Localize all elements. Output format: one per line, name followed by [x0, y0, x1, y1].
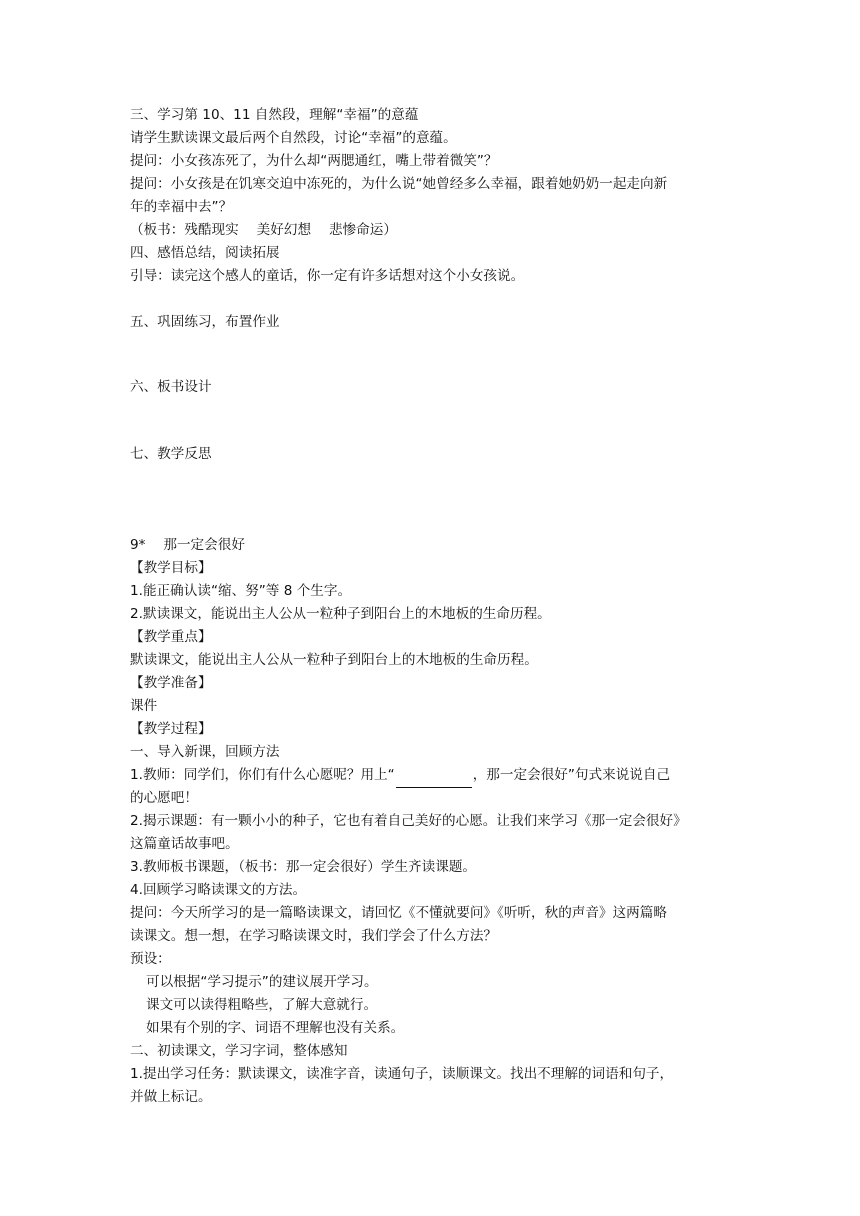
paragraph: 并做上标记。	[130, 1089, 212, 1105]
paragraph: 请学生默读课文最后两个自然段，讨论“幸福”的意蕴。	[130, 130, 457, 146]
lesson-title: 9* 那一定会很好	[130, 537, 245, 553]
section-heading: 七、教学反思	[130, 446, 212, 462]
subheading: 【教学目标】	[130, 560, 212, 576]
subheading: 【教学过程】	[130, 721, 212, 737]
section-heading: 五、巩固练习，布置作业	[130, 314, 280, 330]
paragraph: 1.提出学习任务：默读课文，读准字音，读通句子，读顺课文。找出不理解的词语和句子，	[130, 1066, 674, 1082]
blackboard-note: （板书：残酷现实 美好幻想 悲惨命运）	[130, 222, 397, 238]
list-item: 课文可以读得粗略些，了解大意就行。	[146, 997, 378, 1013]
paragraph: 读课文。想一想，在学习略读课文时，我们学会了什么方法？	[130, 928, 498, 944]
section-heading: 四、感悟总结，阅读拓展	[130, 245, 280, 261]
paragraph: 这篇童话故事吧。	[130, 836, 239, 852]
paragraph: 1.能正确认读“缩、努”等 8 个生字。	[130, 583, 352, 599]
section-heading: 一、导入新课，回顾方法	[130, 744, 280, 760]
section-heading: 二、初读课文，学习字词，整体感知	[130, 1043, 348, 1059]
paragraph: 4.回顾学习略读课文的方法。	[130, 882, 307, 898]
list-item: 如果有个别的字、词语不理解也没有关系。	[146, 1020, 405, 1036]
paragraph: 提问：小女孩冻死了，为什么却“两腮通红，嘴上带着微笑”？	[130, 153, 498, 169]
paragraph: 提问：今天所学习的是一篇略读课文，请回忆《不懂就要问》《听听，秋的声音》这两篇略	[130, 905, 667, 921]
paragraph: 默读课文，能说出主人公从一粒种子到阳台上的木地板的生命历程。	[130, 652, 538, 668]
paragraph: 提问：小女孩是在饥寒交迫中冻死的，为什么说“她曾经多么幸福，跟着她奶奶一起走向新	[130, 176, 668, 192]
paragraph-part: ，那一定会很好”句式来说说自己	[472, 767, 671, 783]
paragraph-part: 1.教师：同学们，你们有什么心愿呢？用上“	[130, 767, 395, 783]
paragraph: 的心愿吧！	[130, 790, 198, 806]
subheading: 【教学准备】	[130, 675, 212, 691]
list-item: 可以根据“学习提示”的建议展开学习。	[146, 974, 378, 990]
paragraph	[130, 764, 730, 788]
paragraph: 课件	[130, 698, 158, 714]
fill-in-blank	[396, 764, 472, 788]
paragraph: 引导：读完这个感人的童话，你一定有许多话想对这个小女孩说。	[130, 268, 525, 284]
paragraph: 预设：	[130, 951, 171, 967]
paragraph: 3.教师板书课题，（板书：那一定会很好）学生齐读课题。	[130, 859, 477, 875]
section-heading: 三、学习第 10、11 自然段，理解“幸福”的意蕴	[130, 107, 419, 123]
paragraph: 2.揭示课题：有一颗小小的种子，它也有着自己美好的心愿。让我们来学习《那一定会很好》	[130, 813, 687, 829]
paragraph: 年的幸福中去”？	[130, 199, 233, 215]
section-heading: 六、板书设计	[130, 379, 212, 395]
paragraph: 2.默读课文，能说出主人公从一粒种子到阳台上的木地板的生命历程。	[130, 606, 551, 622]
subheading: 【教学重点】	[130, 629, 212, 645]
